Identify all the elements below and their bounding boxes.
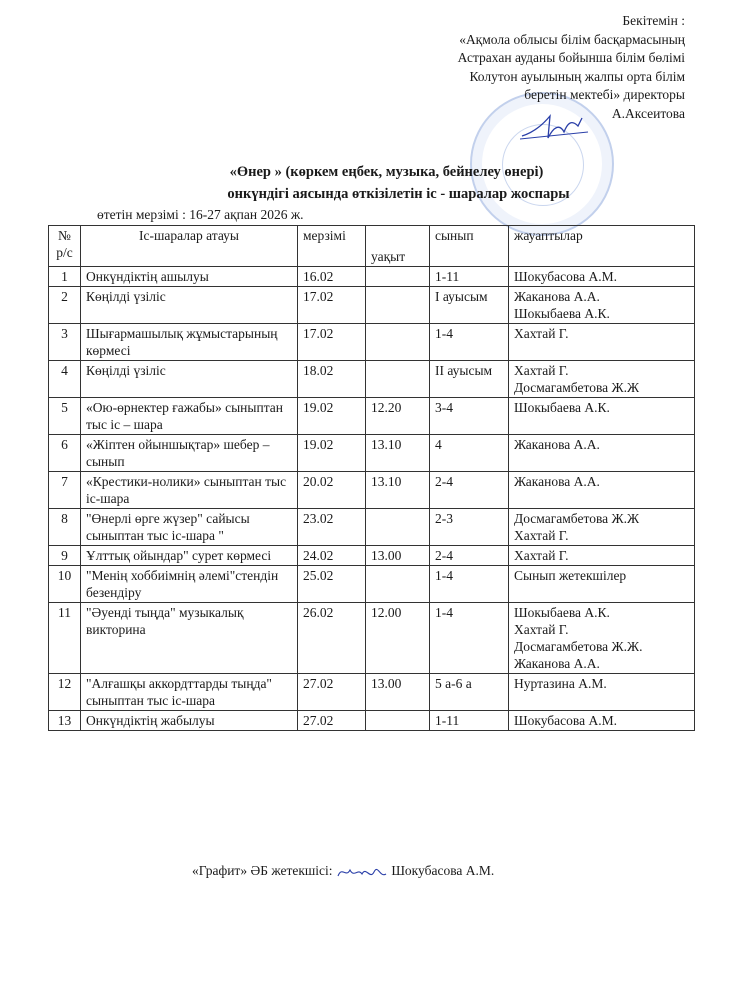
footer-name: Шокубасова А.М.: [391, 863, 495, 879]
event-period: өтетін мерзімі : 16-27 ақпан 2026 ж.: [97, 207, 304, 222]
responsible-person: Шокыбаева А.К.: [514, 306, 610, 321]
table-row: [49, 435, 695, 472]
row-date: 24.02: [298, 546, 366, 566]
row-event-name: Ұлттық ойындар" сурет көрмесі: [81, 546, 298, 566]
table-row: [49, 324, 695, 361]
approval-line: Астрахан ауданы бойынша білім бөлімі: [457, 50, 685, 65]
table-row: [49, 711, 695, 731]
responsible-person: Шокыбаева А.К.: [514, 400, 610, 415]
table-header-row: [49, 226, 695, 267]
row-grade: 2-4: [430, 546, 509, 566]
row-event-name: "Алғашқы аккордттарды тыңда" сыныптан тыс іс-шара: [81, 674, 298, 711]
row-time: [366, 566, 430, 603]
table-row: [49, 674, 695, 711]
events-table: [48, 225, 695, 731]
row-date: 17.02: [298, 324, 366, 361]
row-time: [366, 267, 430, 287]
row-responsible: [509, 324, 695, 361]
responsible-person: Хахтай Г.: [514, 528, 569, 543]
table-row: [49, 509, 695, 546]
table-row: [49, 361, 695, 398]
row-event-name: «Крестики-нолики» сыныптан тыс іс-шара: [81, 472, 298, 509]
row-num: 4: [49, 361, 81, 398]
row-time: 13.00: [366, 546, 430, 566]
row-num: 2: [49, 287, 81, 324]
responsible-person: Досмагамбетова Ж.Ж.: [514, 639, 643, 654]
leader-signature: [336, 862, 388, 882]
row-grade: 1-11: [430, 267, 509, 287]
approval-line: «Ақмола облысы білім басқармасының: [459, 31, 685, 47]
footer-role: «Графит» ӘБ жетекшісі:: [192, 863, 333, 879]
row-date: 27.02: [298, 711, 366, 731]
row-time: [366, 287, 430, 324]
responsible-person: Шокубасова А.М.: [514, 269, 617, 284]
director-name: А.Аксеитова: [611, 105, 685, 121]
table-row: [49, 398, 695, 435]
row-num: 12: [49, 674, 81, 711]
row-grade: 1-4: [430, 566, 509, 603]
row-num: 10: [49, 566, 81, 603]
header-num: № р/с: [49, 226, 81, 267]
row-grade: 3-4: [430, 398, 509, 435]
row-responsible: [509, 361, 695, 398]
responsible-person: Жаканова А.А.: [514, 474, 600, 489]
responsible-person: Досмагамбетова Ж.Ж: [514, 380, 640, 395]
document-title: «Өнер » (көркем еңбек, музыка, бейнелеу өнері): [229, 164, 544, 180]
table-row: [49, 566, 695, 603]
row-grade: I ауысым: [430, 287, 509, 324]
row-date: 18.02: [298, 361, 366, 398]
row-event-name: «Жіптен ойыншықтар» шебер –сынып: [81, 435, 298, 472]
row-responsible: [509, 546, 695, 566]
row-grade: 1-11: [430, 711, 509, 731]
row-date: 27.02: [298, 674, 366, 711]
responsible-person: Жаканова А.А.: [514, 289, 600, 304]
row-responsible: [509, 472, 695, 509]
row-date: 23.02: [298, 509, 366, 546]
approval-line: Бекітемін :: [622, 13, 685, 28]
row-num: 6: [49, 435, 81, 472]
row-date: 20.02: [298, 472, 366, 509]
responsible-person: Досмагамбетова Ж.Ж: [514, 511, 640, 526]
row-num: 13: [49, 711, 81, 731]
row-num: 3: [49, 324, 81, 361]
responsible-person: Шокыбаева А.К.: [514, 605, 610, 620]
row-event-name: "Өнерлі өрге жүзер" сайысы сыныптан тыс іс-шара ": [81, 509, 298, 546]
row-event-name: Онкүндіктің ашылуы: [81, 267, 298, 287]
row-num: 7: [49, 472, 81, 509]
row-event-name: Көңілді үзіліс: [81, 361, 298, 398]
approval-line: Колутон ауылының жалпы орта білім: [469, 68, 685, 84]
table-row: [49, 267, 695, 287]
row-event-name: "Менің хоббиімнің әлемі"стендін безендіру: [81, 566, 298, 603]
row-responsible: [509, 267, 695, 287]
responsible-person: Хахтай Г.: [514, 548, 569, 563]
row-grade: 4: [430, 435, 509, 472]
responsible-person: Нуртазина А.М.: [514, 676, 607, 691]
responsible-person: Шокубасова А.М.: [514, 713, 617, 728]
row-num: 8: [49, 509, 81, 546]
row-event-name: Көңілді үзіліс: [81, 287, 298, 324]
row-time: [366, 509, 430, 546]
row-responsible: [509, 398, 695, 435]
row-time: 12.00: [366, 603, 430, 674]
row-time: 13.10: [366, 472, 430, 509]
row-date: 26.02: [298, 603, 366, 674]
row-num: 5: [49, 398, 81, 435]
header-date: мерзімі: [298, 226, 366, 267]
document-subtitle: онкүндігі аясында өткізілетін іс - шаралар жоспары: [227, 186, 570, 202]
responsible-person: Хахтай Г.: [514, 363, 569, 378]
header-name: Іс-шаралар атауы: [81, 226, 298, 267]
footer-signature-line: [192, 862, 494, 882]
row-event-name: «Ою-өрнектер ғажабы» сыныптан тыс іс – шара: [81, 398, 298, 435]
responsible-person: Хахтай Г.: [514, 326, 569, 341]
row-event-name: "Әуенді тыңда" музыкалық викторина: [81, 603, 298, 674]
row-grade: II ауысым: [430, 361, 509, 398]
row-date: 17.02: [298, 287, 366, 324]
header-responsible: жауаптылар: [509, 226, 695, 267]
row-date: 19.02: [298, 435, 366, 472]
row-date: 25.02: [298, 566, 366, 603]
row-grade: 5 а-6 а: [430, 674, 509, 711]
row-responsible: [509, 435, 695, 472]
header-grade: сынып: [430, 226, 509, 267]
approval-line: беретін мектебі» директоры: [524, 87, 685, 102]
row-num: 9: [49, 546, 81, 566]
header-time: уақыт: [366, 226, 430, 267]
responsible-person: Хахтай Г.: [514, 622, 569, 637]
row-time: [366, 361, 430, 398]
responsible-person: Сынып жетекшілер: [514, 568, 627, 583]
row-responsible: [509, 287, 695, 324]
row-responsible: [509, 711, 695, 731]
table-row: [49, 546, 695, 566]
row-num: 11: [49, 603, 81, 674]
row-event-name: Онкүндіктің жабылуы: [81, 711, 298, 731]
row-time: 13.10: [366, 435, 430, 472]
row-time: [366, 711, 430, 731]
row-responsible: [509, 603, 695, 674]
row-responsible: [509, 566, 695, 603]
table-row: [49, 287, 695, 324]
table-row: [49, 472, 695, 509]
row-grade: 1-4: [430, 324, 509, 361]
responsible-person: Жаканова А.А.: [514, 437, 600, 452]
row-grade: 1-4: [430, 603, 509, 674]
row-date: 19.02: [298, 398, 366, 435]
approval-block: [458, 12, 685, 123]
responsible-person: Жаканова А.А.: [514, 656, 600, 671]
row-time: 12.20: [366, 398, 430, 435]
row-grade: 2-4: [430, 472, 509, 509]
row-event-name: Шығармашылық жұмыстарының көрмесі: [81, 324, 298, 361]
row-grade: 2-3: [430, 509, 509, 546]
row-time: 13.00: [366, 674, 430, 711]
row-time: [366, 324, 430, 361]
row-responsible: [509, 509, 695, 546]
table-row: [49, 603, 695, 674]
row-date: 16.02: [298, 267, 366, 287]
row-responsible: [509, 674, 695, 711]
row-num: 1: [49, 267, 81, 287]
